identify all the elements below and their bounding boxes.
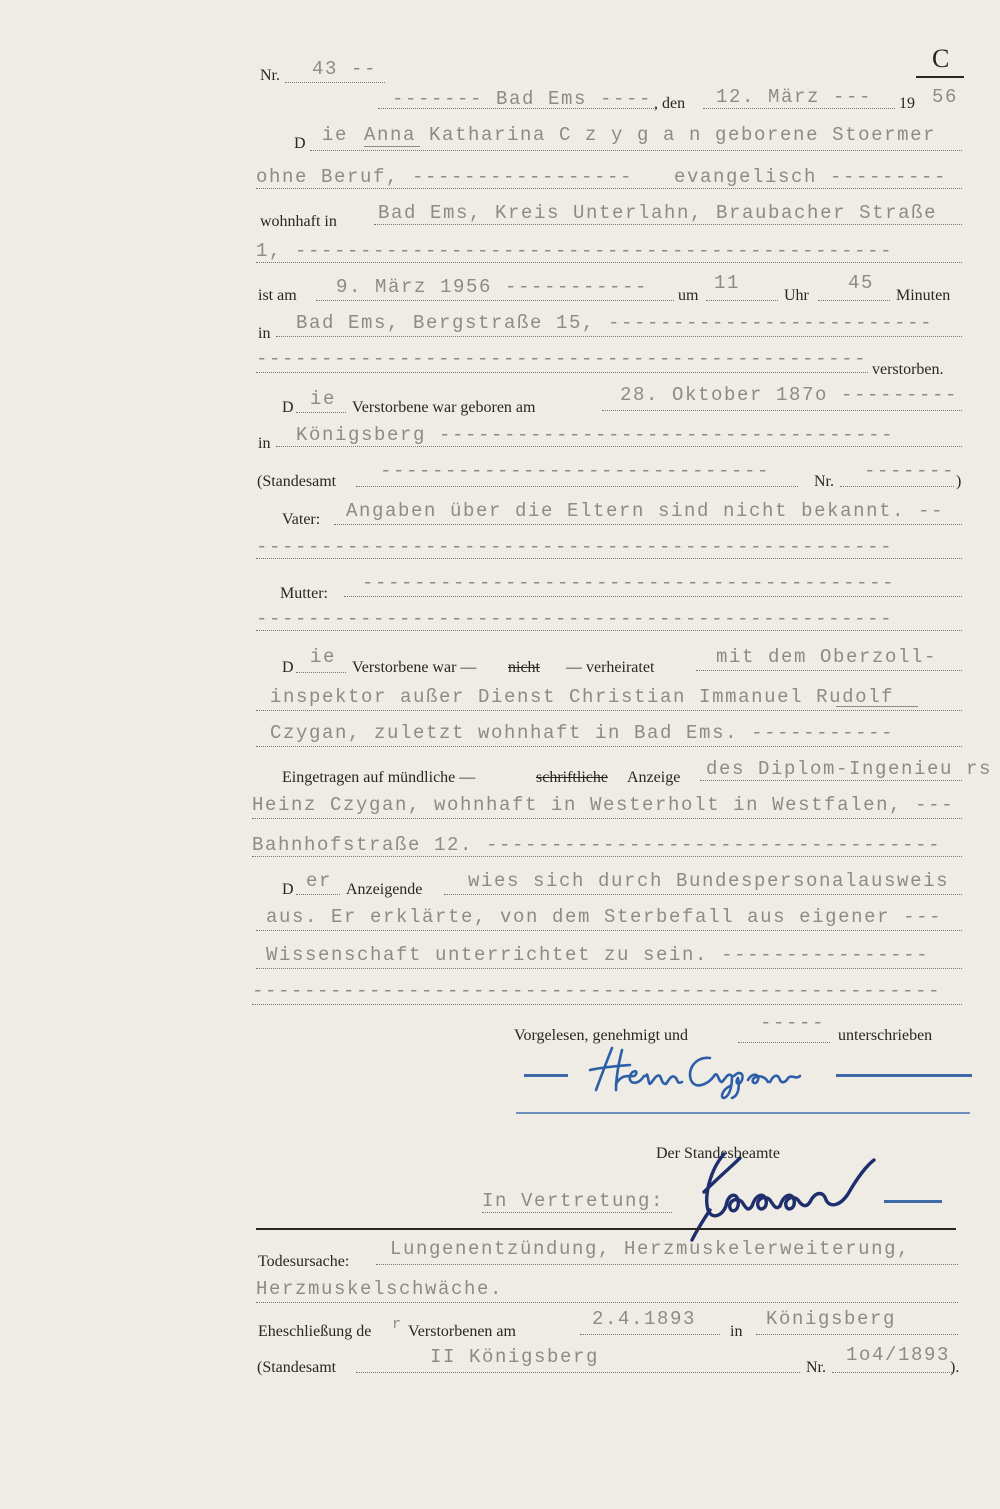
d-prefix: D [282,881,294,898]
wedding-nr: 1o4/1893 [846,1344,951,1366]
birth-place: Königsberg ----------------------------------- [296,424,895,446]
in-label: in [258,325,271,342]
dotted-line [252,856,962,857]
ist-am-label: ist am [258,287,297,304]
dotted-line [256,710,962,711]
dotted-line [252,1004,962,1005]
dotted-line [256,188,962,189]
dotted-line [580,1334,720,1335]
dotted-line [376,1264,958,1265]
anzeigende-label: Anzeigende [346,881,423,898]
dotted-line [482,1212,672,1213]
wedding-date: 2.4.1893 [592,1308,697,1330]
dotted-line [285,82,385,83]
wedding-label-b: Verstorbenen am [408,1323,516,1340]
dotted-line [696,670,962,671]
spouse-line-2: inspektor außer Dienst Christian Immanuel Rudolf [270,686,895,708]
wohnhaft-label: wohnhaft in [260,213,337,230]
section-rule [256,1228,956,1230]
closing-label-a: Vorgelesen, genehmigt und [514,1027,689,1044]
nr-label: Nr. [814,473,834,490]
minuten-label: Minuten [896,287,951,304]
dotted-line [256,262,962,263]
dotted-line [256,630,962,631]
informant-line-1: des Diplom-Ingenieu rs [706,758,993,780]
vater-label: Vater: [282,511,321,528]
wedding-standesamt: II Königsberg [430,1346,600,1368]
dotted-line [703,108,895,109]
den-label: , den [654,95,686,112]
rudolf-underline [836,706,918,707]
registry-date: 12. März --- [716,86,873,108]
in-label: in [258,435,271,452]
informant-line-2: Heinz Czygan, wohnhaft in Westerholt in Westfalen, --- [252,794,955,816]
dotted-line [378,108,656,109]
dotted-line [832,1372,952,1373]
signature-dash [884,1200,942,1203]
letter-underline [916,76,964,78]
wedding-in-label: in [730,1323,743,1340]
dotted-line [700,780,962,781]
dotted-line [256,930,962,931]
dotted-line [310,150,962,151]
cause-line-2: Herzmuskelschwäche. [256,1278,504,1300]
dotted-line [756,1334,958,1335]
nr-label: Nr. [806,1359,826,1376]
dotted-line [256,1302,958,1303]
dotted-line [276,336,962,337]
dotted-line [356,486,798,487]
dotted-line [256,746,962,747]
vertretung-label: In Vertretung: [482,1190,665,1212]
birth-date: 28. Oktober 187o --------- [620,384,959,406]
mother-line-2: ------------------------------------------------- [256,608,894,630]
mutter-label: Mutter: [280,585,328,602]
father-value: Angaben über die Eltern sind nicht bekannt. -- [346,500,945,522]
signature-dash [836,1074,972,1077]
d-prefix: D [282,659,294,676]
d-prefix: D [282,399,294,416]
standesamt-label: (Standesamt [257,1359,337,1376]
dotted-line [256,558,962,559]
dotted-line [602,410,962,411]
d-suffix: ie [310,646,337,668]
occupation: ohne Beruf, ----------------- [256,166,634,188]
wedding-label-a: Eheschließung de [258,1323,372,1340]
dotted-line [374,224,962,225]
wedding-suffix: r [392,1316,403,1333]
death-place-continued: ----------------------------------------------- [256,348,868,370]
birth-standesamt: ------------------------------ [380,460,771,482]
close-paren: ) [956,473,962,490]
year-prefix: 19 [899,95,915,112]
register-number: 43 -- [312,58,378,80]
closing-label-b: unterschrieben [838,1027,933,1044]
death-minute: 45 [848,272,875,294]
mother-value: ----------------------------------------- [362,572,896,594]
spouse-line-1: mit dem Oberzoll- [716,646,938,668]
identity-line-4: ----------------------------------------------------- [252,980,942,1002]
dotted-line [296,412,346,413]
d-suffix: ie [310,388,337,410]
address-line-2: 1, ---------------------------------------------- [256,240,894,262]
register-letter: C [932,44,950,73]
death-place: Bad Ems, Bergstraße 15, ------------------------- [296,312,934,334]
registry-place: ------- Bad Ems ---- [392,88,653,110]
verstorben-label: verstorben. [872,361,944,378]
death-date: 9. März 1956 ----------- [336,276,649,298]
informant-signature [582,1040,822,1100]
dotted-line [444,894,962,895]
dotted-line [296,894,340,895]
wedding-place: Königsberg [766,1308,897,1330]
name-underline [364,146,420,147]
closing-dash: ----- [760,1012,826,1034]
death-hour: 11 [714,272,741,294]
identity-line-2: aus. Er erklärte, von dem Sterbefall aus eigener --- [266,906,943,928]
signature-rule [516,1112,970,1114]
registration-label-b: Anzeige [627,769,681,786]
address-line-1: Bad Ems, Kreis Unterlahn, Braubacher Straße [378,202,938,224]
birth-label: Verstorbene war geboren am [352,399,536,416]
religion: evangelisch --------- [674,166,948,188]
dotted-line [356,1372,800,1373]
dotted-line [818,300,890,301]
d-suffix: er [306,870,333,892]
dotted-line [296,672,346,673]
marital-label-struck: nicht [508,659,540,676]
spouse-line-3: Czygan, zuletzt wohnhaft in Bad Ems. ----------- [270,722,895,744]
dotted-line [256,372,868,373]
nr-label: Nr. [260,67,280,84]
father-line-2: ------------------------------------------------- [256,536,894,558]
dotted-line [334,524,962,525]
registration-label-a: Eingetragen auf mündliche — [282,769,476,786]
marital-label-a: Verstorbene war — [352,659,477,676]
year-value: 56 [932,86,959,108]
dotted-line [316,300,674,301]
dotted-line [252,818,962,819]
dotted-line [840,486,954,487]
close-paren: ). [950,1359,960,1376]
dotted-line [256,968,962,969]
uhr-label: Uhr [784,287,809,304]
identity-line-3: Wissenschaft unterrichtet zu sein. ---------------- [266,944,930,966]
birth-nr: ------- [864,460,956,482]
dotted-line [706,300,778,301]
um-label: um [678,287,699,304]
cause-line-1: Lungenentzündung, Herzmuskelerweiterung, [390,1238,911,1260]
deceased-name: Anna Katharina C z y g a n geborene Stoermer [364,124,937,146]
d-suffix: ie [322,124,349,146]
dotted-line [344,596,962,597]
cause-label: Todesursache: [258,1253,350,1270]
informant-line-3: Bahnhofstraße 12. ----------------------------------- [252,834,942,856]
registration-label-struck: schriftliche [536,769,608,786]
signature-dash [524,1074,568,1077]
identity-line-1: wies sich durch Bundespersonalausweis [468,870,950,892]
d-prefix: D [294,135,306,152]
standesamt-label: (Standesamt [257,473,337,490]
marital-label-b: — verheiratet [566,659,655,676]
dotted-line [276,446,962,447]
registrar-label: Der Standesbeamte [656,1145,780,1162]
